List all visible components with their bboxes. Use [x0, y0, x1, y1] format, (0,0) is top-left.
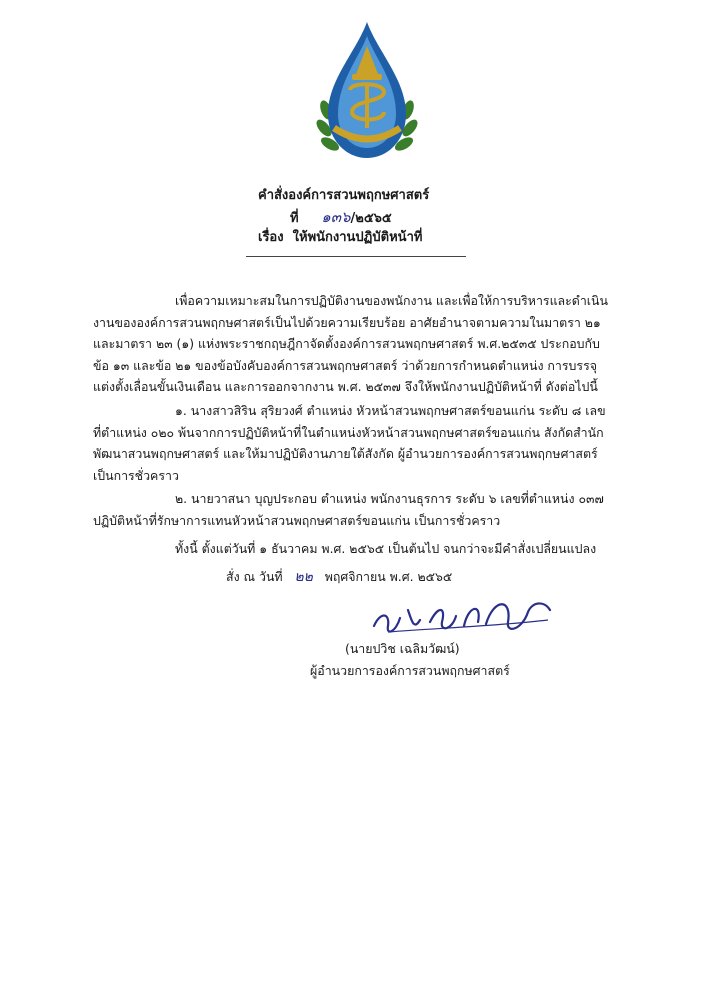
header-divider: [246, 256, 466, 257]
signatory-position: ผู้อำนวยการองค์การสวนพฤกษศาสตร์: [310, 663, 510, 678]
order-number-suffix: /๒๕๖๕: [350, 211, 392, 226]
intro-text: เพื่อความเหมาะสมในการปฏิบัติงานของพนักงาน และเพื่อให้การบริหารและดำเนินงานขององค์การสวนพฤกษศาสตร์เป็นไปด้วยความเรียบร้อย อาศัยอำนาจตามความในมาตรา ๒๑ และมาตรา ๒๓ (๑) แห่งพระราชกฤษฎีกาจัดตั้งองค์การสวนพฤกษศาสตร์ พ.ศ.๒๕๓๕ ประกอบกับข้อ ๑๓ และข้อ ๒๑ ของข้อบังคับองค์การสวนพฤกษศาสตร์ ว่าด้วยการกำหนดตำแหน่ง การบรรจุแต่งตั้งเลื่อนขั้นเงินเดือน และการออกจากงาน พ.ศ. ๒๕๓๗ จึงให้พนักงานปฏิบัติหน้าที่ ดังต่อไปนี้: [93, 293, 608, 395]
signatory-name: (นายปวิช เฉลิมวัฒน์): [345, 641, 460, 656]
issue-date-line: [226, 566, 452, 588]
item-1-text: ๑. นางสาวสิริน สุริยวงศ์ ตำแหน่ง หัวหน้าสวนพฤกษศาสตร์ขอนแก่น ระดับ ๘ เลขที่ตำแหน่ง ๐๒๐ พ้นจากการปฏิบัติหน้าที่ในตำแหน่งหัวหน้าสวนพฤกษศาสตร์ขอนแก่น สังกัดสำนักพัฒนาสวนพฤกษศาสตร์ และให้มาปฏิบัติงานภายใต้สังกัด ผู้อำนวยการองค์การสวนพฤกษศาสตร์ เป็นการชั่วคราว: [93, 403, 606, 483]
subject-text: ให้พนักงานปฏิบัติหน้าที่: [292, 230, 423, 245]
issue-date-prefix: สั่ง ณ วันที่: [226, 569, 283, 584]
intro-paragraph: [93, 290, 613, 398]
subject-line: [258, 226, 422, 247]
issue-date-suffix: พฤศจิกายน พ.ศ. ๒๕๖๕: [324, 569, 453, 584]
subject-label: เรื่อง: [258, 230, 284, 245]
order-item-1: [93, 400, 613, 486]
organization-logo: [312, 18, 422, 166]
item-2-text: ๒. นายวาสนา บุญประกอบ ตำแหน่ง พนักงานธุรการ ระดับ ๖ เลขที่ตำแหน่ง ๐๓๗ ปฏิบัติหน้าที่รักษาการแทนหัวหน้าสวนพฤกษศาสตร์ขอนแก่น เป็นการชั่วคราว: [93, 491, 604, 528]
handwritten-order-number: ๑๓๖: [321, 208, 351, 226]
handwritten-day: ๒๒: [294, 569, 313, 585]
effective-date-line: ทั้งนี้ ตั้งแต่วันที่ ๑ ธันวาคม พ.ศ. ๒๕๖๕ เป็นต้นไป จนกว่าจะมีคำสั่งเปลี่ยนแปลง: [175, 541, 597, 556]
order-item-2: [93, 488, 613, 531]
handwritten-signature: [368, 592, 558, 642]
order-number-prefix: ที่: [290, 211, 299, 226]
order-title: คำสั่งองค์การสวนพฤกษศาสตร์: [258, 188, 430, 203]
